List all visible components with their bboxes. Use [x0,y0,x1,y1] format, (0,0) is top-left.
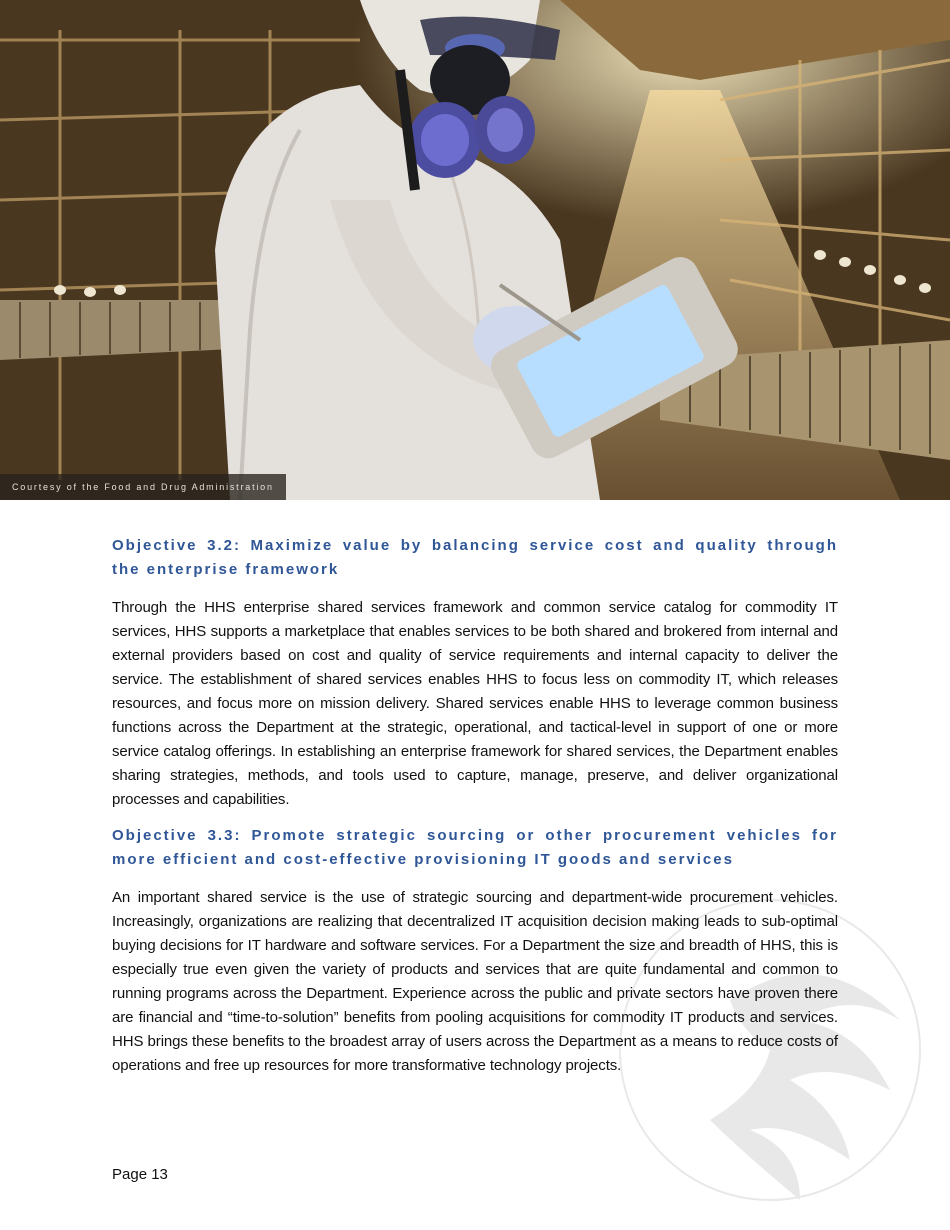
photo-credit: Courtesy of the Food and Drug Administration [0,474,286,500]
page-number: Page 13 [112,1166,168,1183]
hero-photo [0,0,950,500]
page-content [112,534,838,1078]
objective-3-2-body: Through the HHS enterprise shared services framework and common service catalog for commodity IT services, HHS supports a marketplace that enables services to be both shared and brokered from internal and external providers based on cost and quality of service requirements and internal capacity to deliver the service. The establishment of shared services enables HHS to focus less on commodity IT, which releases resources, and focus more on mission delivery. Shared services enable HHS to leverage common business functions across the Department at the strategic, operational, and tactical-level in support of one or more service catalog offerings. In establishing an enterprise framework for shared services, the Department enables sharing strategies, methods, and tools used to capture, manage, preserve, and deliver organizational processes and capabilities. [112,599,838,808]
objective-3-2-heading: Objective 3.2: Maximize value by balancing service cost and quality through the enterprise framework [112,537,838,578]
poultry-inspector-illustration [0,0,950,500]
objective-3-3-heading: Objective 3.3: Promote strategic sourcing or other procurement vehicles for more efficient and cost-effective provisioning IT goods and services [112,827,838,868]
objective-3-3-body: An important shared service is the use of strategic sourcing and department-wide procurement vehicles. Increasingly, organizations are realizing that decentralized IT acquisition decision making leads to sub-optimal buying decisions for IT hardware and software services. For a Department the size and breadth of HHS, this is especially true even given the variety of products and services that are quite fundamental and common to running programs across the Department. Experience across the public and private sectors have proven there are financial and “time-to-solution” benefits from pooling acquisitions for commodity IT products and services. HHS brings these benefits to the broadest array of users across the Department as a means to reduce costs of operations and free up resources for more transformative technology projects. [112,889,838,1074]
